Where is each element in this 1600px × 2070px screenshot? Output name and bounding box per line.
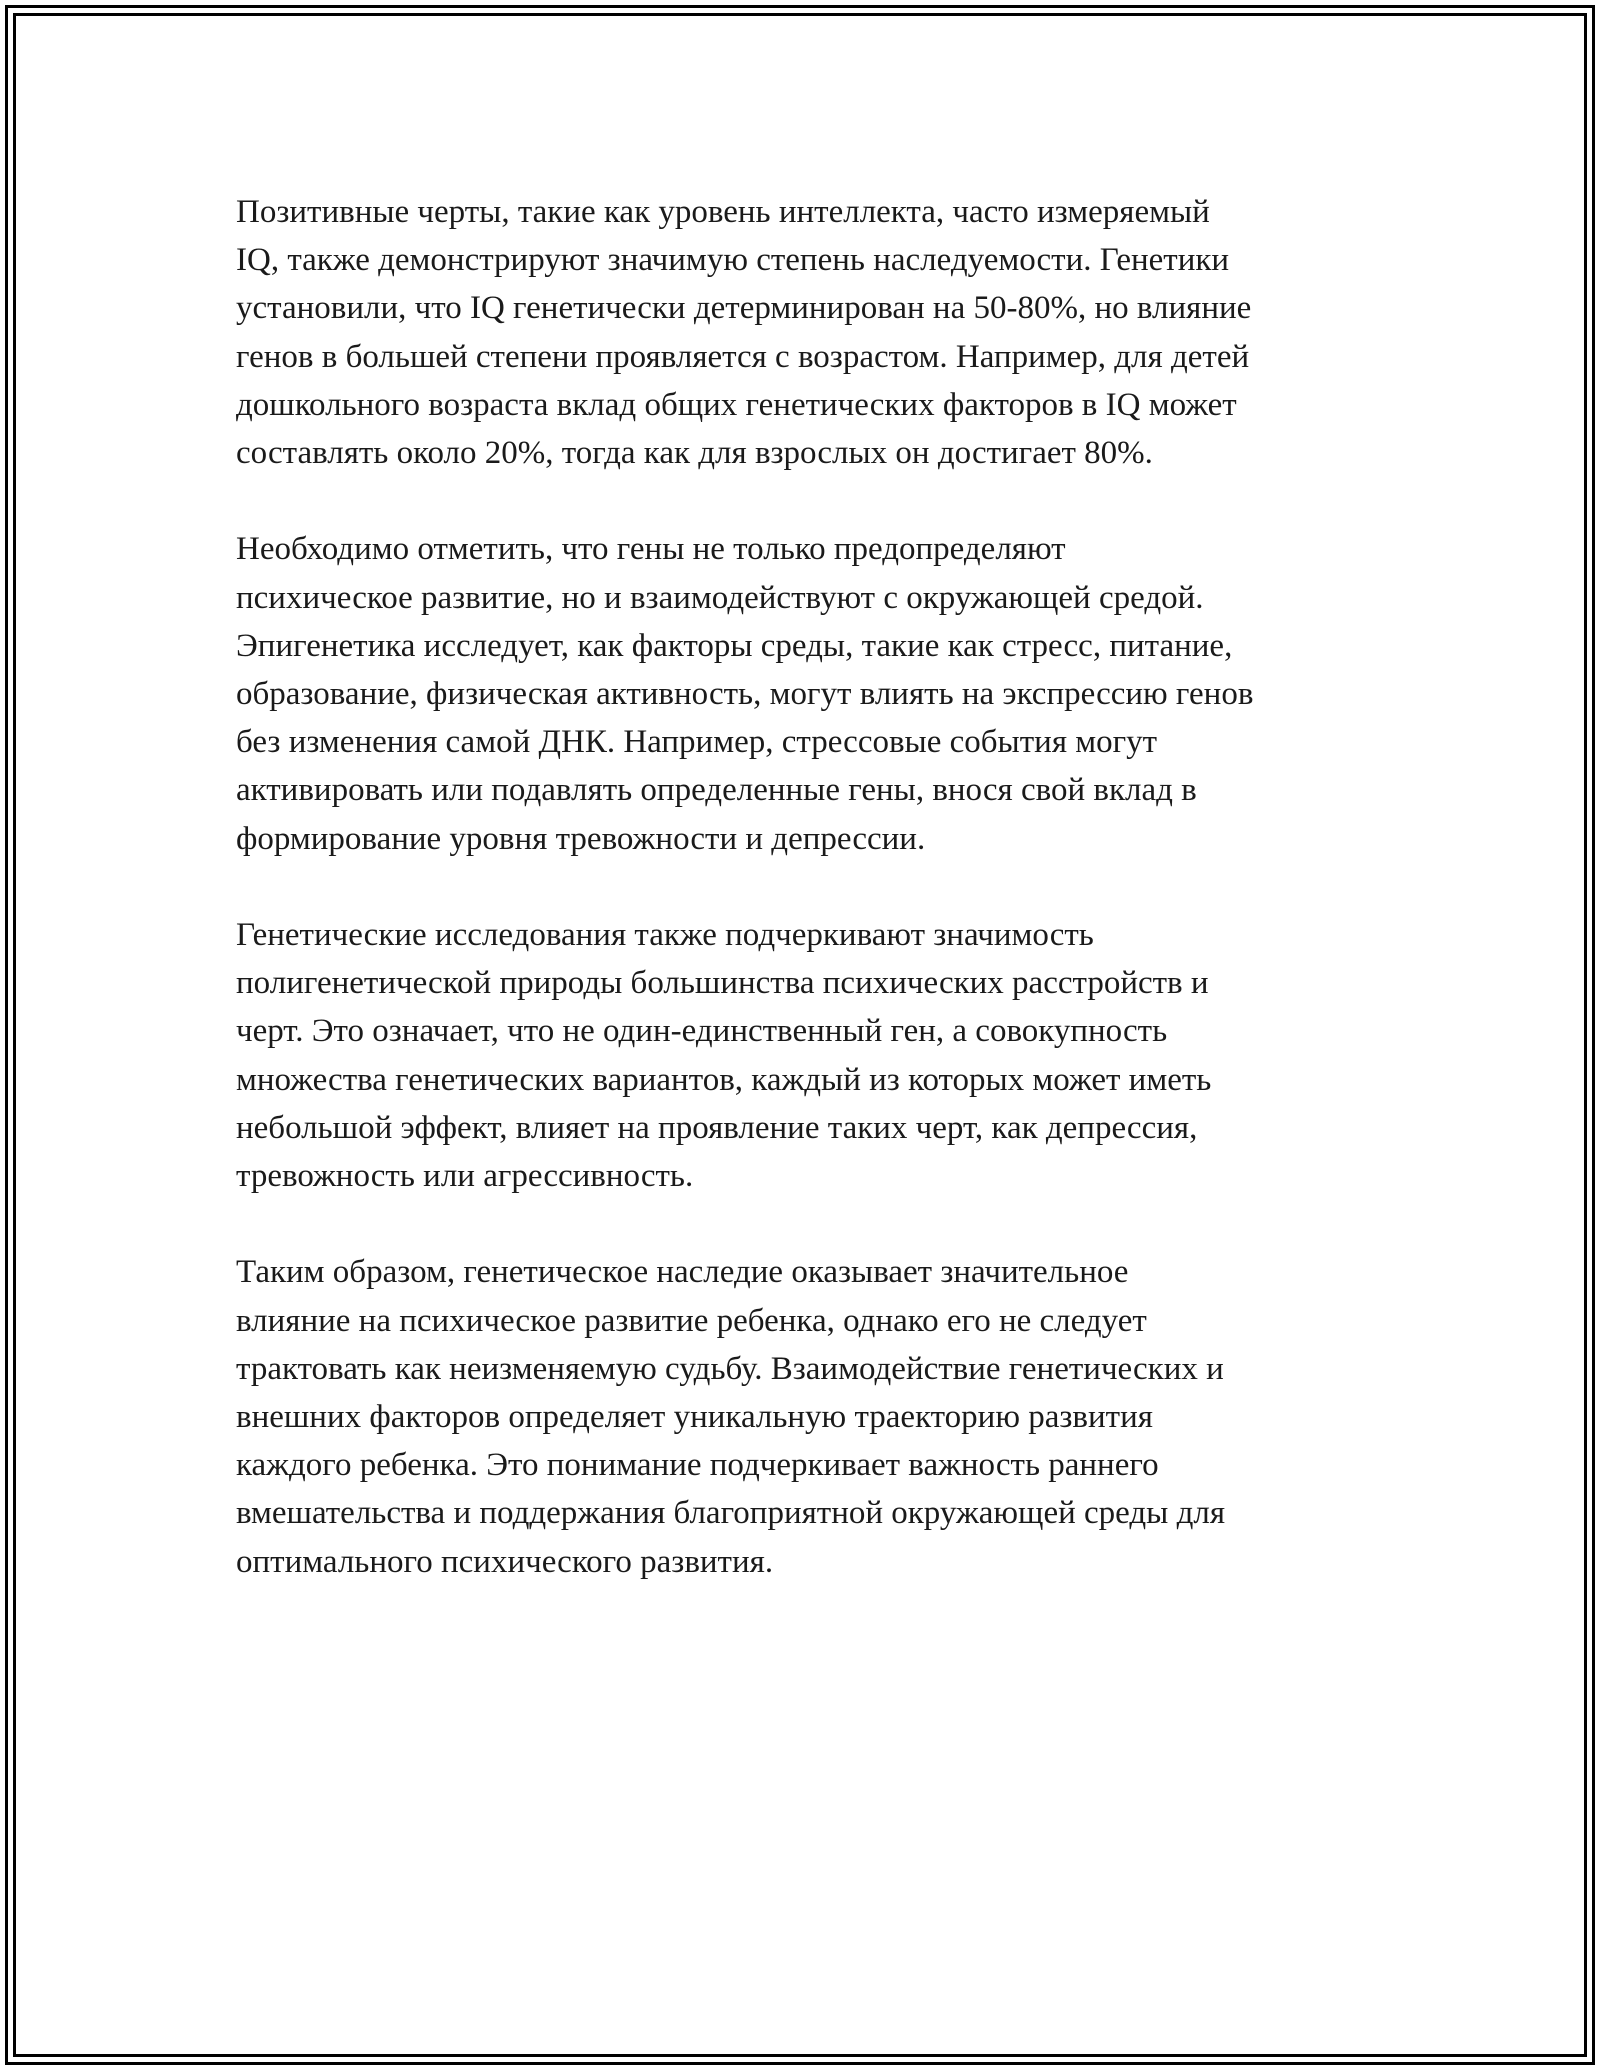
paragraph-heritability-iq bbox=[236, 188, 1376, 477]
text-line: генов в большей степени проявляется с возрастом. Например, для детей bbox=[236, 338, 1250, 375]
text-line: полигенетической природы большинства психических расстройств и bbox=[236, 965, 1209, 1002]
text-line: Таким образом, генетическое наследие оказывает значительное bbox=[236, 1254, 1129, 1291]
text-line: составлять около 20%, тогда как для взрослых он достигает 80%. bbox=[236, 435, 1153, 472]
text-line: Эпигенетика исследует, как факторы среды, такие как стресс, питание, bbox=[236, 627, 1233, 664]
text-line: небольшой эффект, влияет на проявление таких черт, как депрессия, bbox=[236, 1109, 1198, 1146]
text-line: влияние на психическое развитие ребенка, однако его не следует bbox=[236, 1302, 1147, 1339]
text-line: черт. Это означает, что не один-единственный ген, а совокупность bbox=[236, 1013, 1168, 1050]
paragraph-polygenic bbox=[236, 911, 1376, 1200]
text-line: оптимального психического развития. bbox=[236, 1543, 774, 1580]
text-line: Позитивные черты, такие как уровень интеллекта, часто измеряемый bbox=[236, 194, 1210, 230]
text-line: трактовать как неизменяемую судьбу. Взаимодействие генетических и bbox=[236, 1350, 1224, 1387]
text-line: каждого ребенка. Это понимание подчеркивает важность раннего bbox=[236, 1447, 1159, 1484]
text-line: внешних факторов определяет уникальную траекторию развития bbox=[236, 1399, 1153, 1436]
text-line: дошкольного возраста вклад общих генетических факторов в IQ может bbox=[236, 386, 1237, 423]
text-line: установили, что IQ генетически детерминирован на 50-80%, но влияние bbox=[236, 290, 1252, 327]
text-line: психическое развитие, но и взаимодействуют с окружающей средой. bbox=[236, 579, 1204, 616]
text-line: Необходимо отметить, что гены не только предопределяют bbox=[236, 531, 1066, 568]
text-line: тревожность или агрессивность. bbox=[236, 1158, 694, 1195]
text-line: вмешательства и поддержания благоприятной окружающей среды для bbox=[236, 1495, 1226, 1532]
document-body bbox=[236, 188, 1376, 1634]
text-line: формирование уровня тревожности и депрессии. bbox=[236, 820, 926, 857]
text-line: Генетические исследования также подчеркивают значимость bbox=[236, 917, 1094, 954]
text-line: IQ, также демонстрируют значимую степень наследуемости. Генетики bbox=[236, 242, 1230, 279]
text-line: активировать или подавлять определенные гены, внося свой вклад в bbox=[236, 772, 1197, 809]
paragraph-conclusion bbox=[236, 1248, 1376, 1585]
text-line: образование, физическая активность, могут влиять на экспрессию генов bbox=[236, 676, 1254, 713]
text-line: множества генетических вариантов, каждый из которых может иметь bbox=[236, 1061, 1212, 1098]
paragraph-epigenetics bbox=[236, 525, 1376, 862]
text-line: без изменения самой ДНК. Например, стрессовые события могут bbox=[236, 724, 1158, 761]
